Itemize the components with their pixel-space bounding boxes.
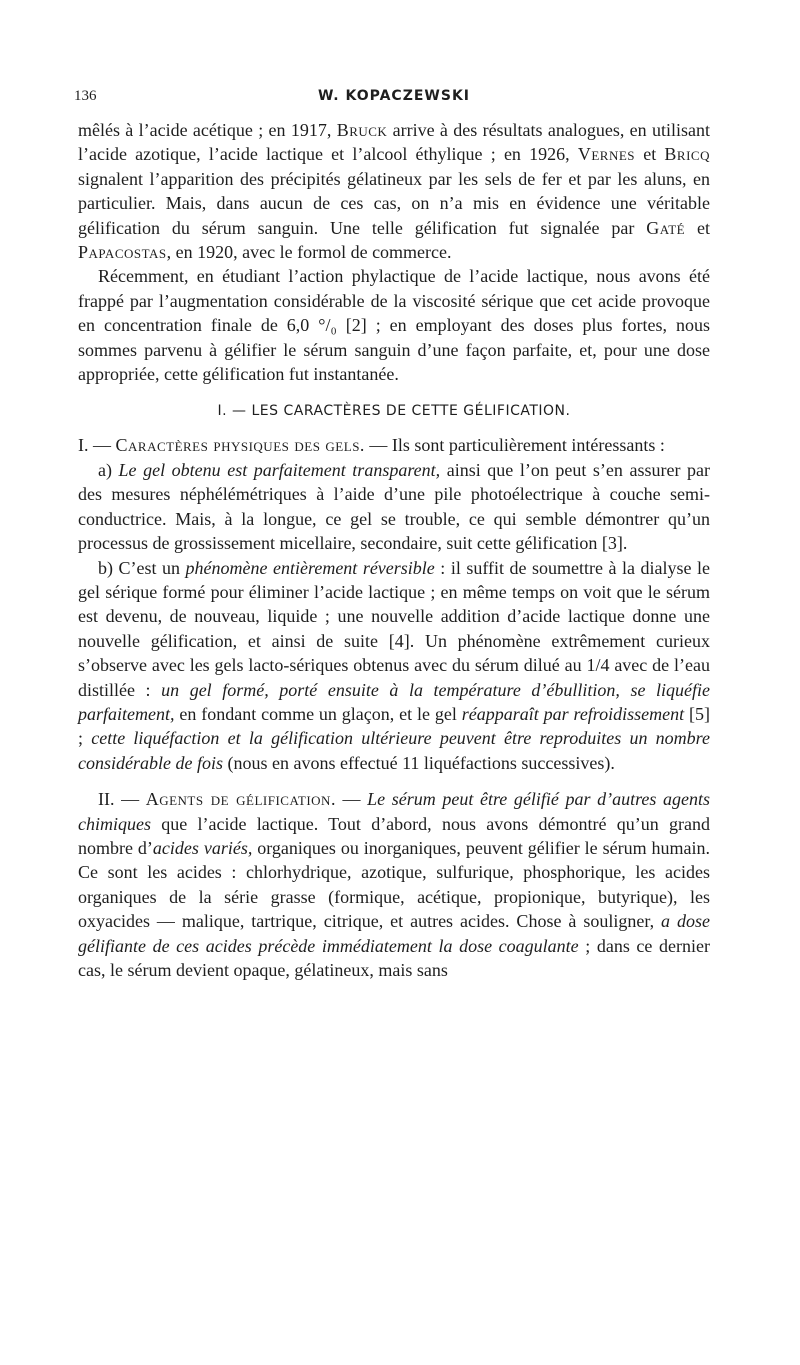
page-header (74, 88, 710, 114)
text-run: signalent l’apparition des précipités gélatineux par les sels de fer et par les aluns, en particulier. Mais, dans aucun de ces cas, on n’a mis en évidence une véritable gélification du sérum sanguin. Une telle gélification fut signalée par (78, 168, 710, 238)
text-run: mêlés à l’acide acétique ; en 1917, (78, 120, 337, 140)
text-run: b) C’est un (98, 557, 186, 578)
text-run: a) (98, 459, 119, 480)
text-run: [5] ; (78, 703, 710, 749)
paragraph-1 (78, 118, 710, 264)
author-name: Gaté (646, 217, 686, 238)
running-title: W. KOPACZEWSKI (318, 88, 470, 104)
emphasis-text: réapparaît par refroidissement (461, 703, 685, 724)
paragraph-6 (78, 787, 710, 982)
emphasis-text: phénomène entièrement réversible (185, 557, 435, 578)
text-run: : il suffit de soumettre à la dialyse le gel sérique formé pour éliminer l’acide lactique ; en même temps on voit que le sérum est devenu, de nouveau, liquide ; une nouvelle addition d’acide lactique donne une nouvelle gélification, et ainsi de suite [4]. Un phénomène extrêmement curieux s’observe avec les gels lacto-sériques obtenus avec du sérum dilué au 1/4 avec de l’eau distillée : (78, 557, 710, 700)
emphasis-text: Le sérum peut être gélifié par d’autres agents chimiques (78, 789, 711, 834)
emphasis-text: acides variés, (152, 837, 253, 858)
emphasis-text: cette liquéfaction et la gélification ultérieure peuvent être reproduites un nombre considérable de fois (78, 728, 710, 773)
paragraph-4 (78, 458, 710, 556)
emphasis-text: un gel formé, porté ensuite à la température d’ébullition, se liquéfie parfaitement, (78, 679, 710, 724)
text-run: arrive à des résultats analogues, en utilisant l’acide azotique, l’acide lactique et l’alcool éthylique ; en 1926, (78, 120, 711, 165)
section-heading: I. — LES CARACTÈRES DE CETTE GÉLIFICATION. (217, 403, 571, 420)
text-run: ainsi que l’on peut s’en assurer par des mesures néphélémétriques à l’aide d’une pile photoélectrique à couche semi-conductrice. Mais, à la longue, ce gel se trouble, ce qui semble démontrer qu’un processus de grossissement micellaire, secondaire, suit cette gélification [3]. (78, 459, 710, 554)
page (74, 88, 711, 982)
text-run: — Ils sont particulièrement intéressants : (364, 435, 665, 456)
text-run: I. — (78, 435, 116, 456)
section-gap (78, 775, 710, 787)
author-name: Bricq (664, 144, 710, 165)
text-run: II. — (98, 789, 146, 810)
text-run: ; dans ce dernier cas, le sérum devient opaque, gélatineux, mais sans (78, 935, 710, 980)
author-name: Papacostas (78, 242, 167, 263)
text-run: , en 1920, avec le formol de commerce. (166, 242, 452, 263)
text-run: et (635, 144, 665, 165)
emphasis-text: Le gel obtenu est parfaitement transparent, (118, 459, 441, 480)
text-run: — (335, 789, 368, 810)
text-run: organiques ou inorganiques, peuvent gélifier le sérum humain. Ce sont les acides : chlorhydrique, azotique, sulfurique, phosphorique, les acides organiques de la série grasse (formique, acétique, propionique, butyrique), les oxyacides — malique, tartrique, citrique, et autres acides. Chose à souligner, (78, 837, 710, 932)
subsection-title: Agents de gélification. (145, 789, 336, 810)
text-run: en fondant comme un glaçon, et le gel (174, 703, 462, 724)
author-name: Bruck (336, 120, 388, 140)
paragraph-2: Récemment, en étudiant l’action phylactique de l’acide lactique, nous avons été frappé par l’augmentation considérable de la viscosité sérique que cet acide provoque en concentration finale de 6,0 °/₀ [2] ; en employant des doses plus fortes, nous sommes parvenu à gélifier le sérum sanguin d’une façon parfaite, et, pour une dose appropriée, cette gélification fut instantanée. (78, 266, 710, 385)
page-number: 136 (74, 88, 97, 104)
paragraph-5 (78, 556, 710, 776)
text-run: (nous en avons effectué 11 liquéfactions successives). (222, 752, 615, 773)
author-name: Vernes (577, 144, 636, 165)
emphasis-text: a dose gélifiante de ces acides précède immédiatement la dose coagulante (78, 911, 710, 956)
paragraph-3 (78, 433, 710, 457)
text-run: que l’acide lactique. Tout d’abord, nous avons démontré qu’un grand nombre d’ (78, 813, 710, 858)
text-run: et (685, 217, 710, 238)
subsection-title: Caractères physiques des gels. (115, 435, 365, 456)
